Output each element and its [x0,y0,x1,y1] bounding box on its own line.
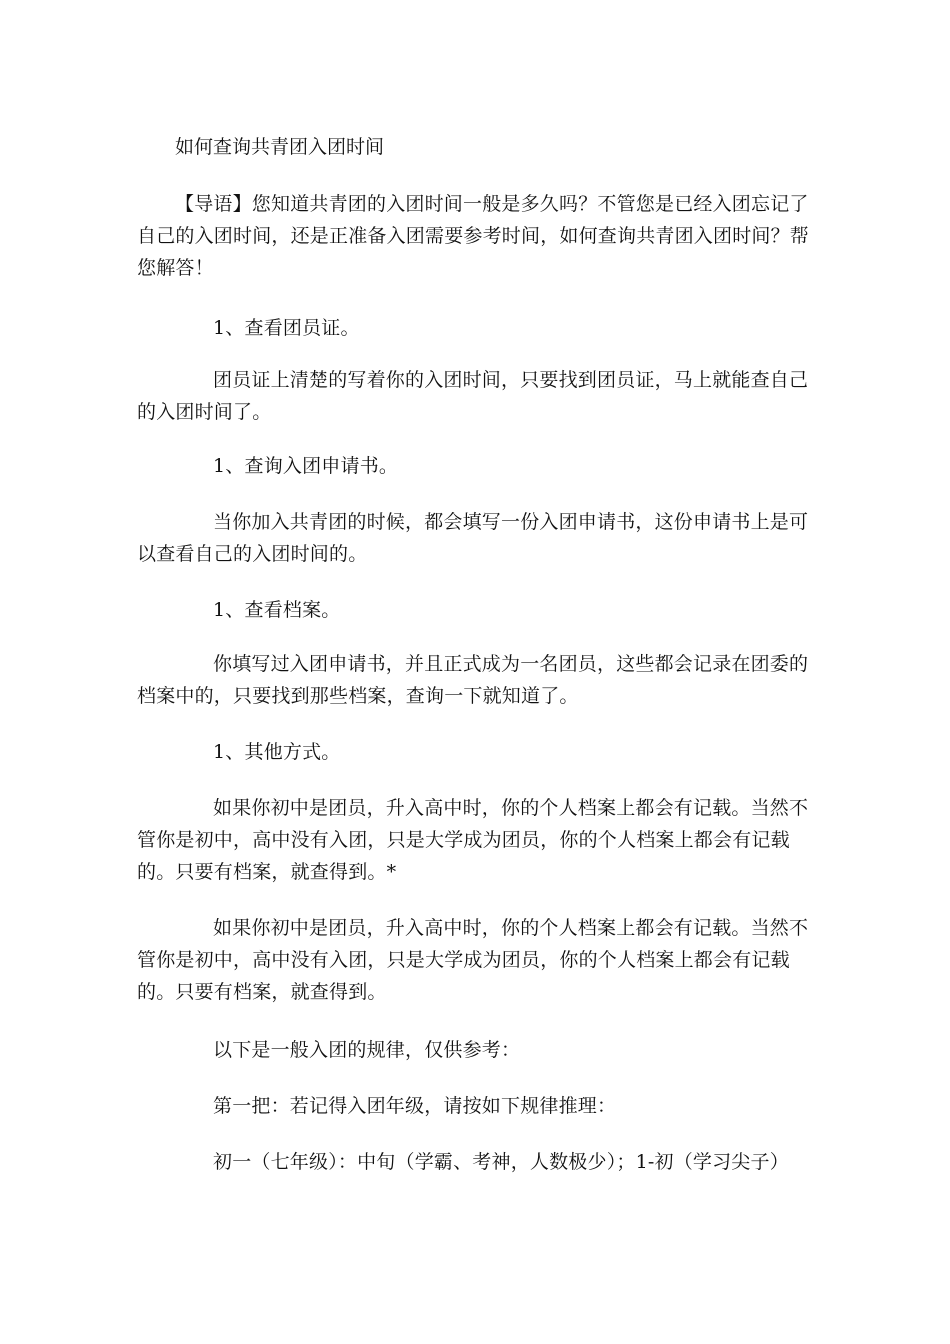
intro-paragraph: 【导语】您知道共青团的入团时间一般是多久吗？不管您是已经入团忘记了自己的入团时间，还是正准备入团需要参考时间，如何查询共青团入团时间？帮您解答！ [137,193,810,279]
section-heading-archive: 1、查看档案。 [213,599,341,621]
section-heading-other: 1、其他方式。 [213,741,341,763]
paragraph-other-2: 如果你初中是团员，升入高中时，你的个人档案上都会有记载。当然不管你是初中，高中没有入团，只是大学成为团员，你的个人档案上都会有记载的。只要有档案，就查得到。 [137,917,809,1003]
paragraph-other-1: 如果你初中是团员，升入高中时，你的个人档案上都会有记载。当然不管你是初中，高中没有入团，只是大学成为团员，你的个人档案上都会有记载的。只要有档案，就查得到。* [137,797,809,883]
paragraph-archive: 你填写过入团申请书，并且正式成为一名团员，这些都会记录在团委的档案中的，只要找到那些档案，查询一下就知道了。 [137,653,809,707]
paragraph-application: 当你加入共青团的时候，都会填写一份入团申请书，这份申请书上是可以查看自己的入团时间的。 [137,511,809,565]
document-title: 如何查询共青团入团时间 [175,136,385,158]
paragraph-grade-seven: 初一（七年级）：中旬（学霸、考神，人数极少）；1-初（学习尖子） [213,1151,789,1173]
section-heading-application: 1、查询入团申请书。 [213,455,399,477]
paragraph-rules-intro: 以下是一般入团的规律，仅供参考： [213,1039,521,1061]
paragraph-member-card: 团员证上清楚的写着你的入团时间，只要找到团员证，马上就能查自己的入团时间了。 [137,369,809,423]
paragraph-first-rule: 第一把：若记得入团年级，请按如下规律推理： [213,1095,617,1117]
section-heading-member-card: 1、查看团员证。 [213,317,360,339]
